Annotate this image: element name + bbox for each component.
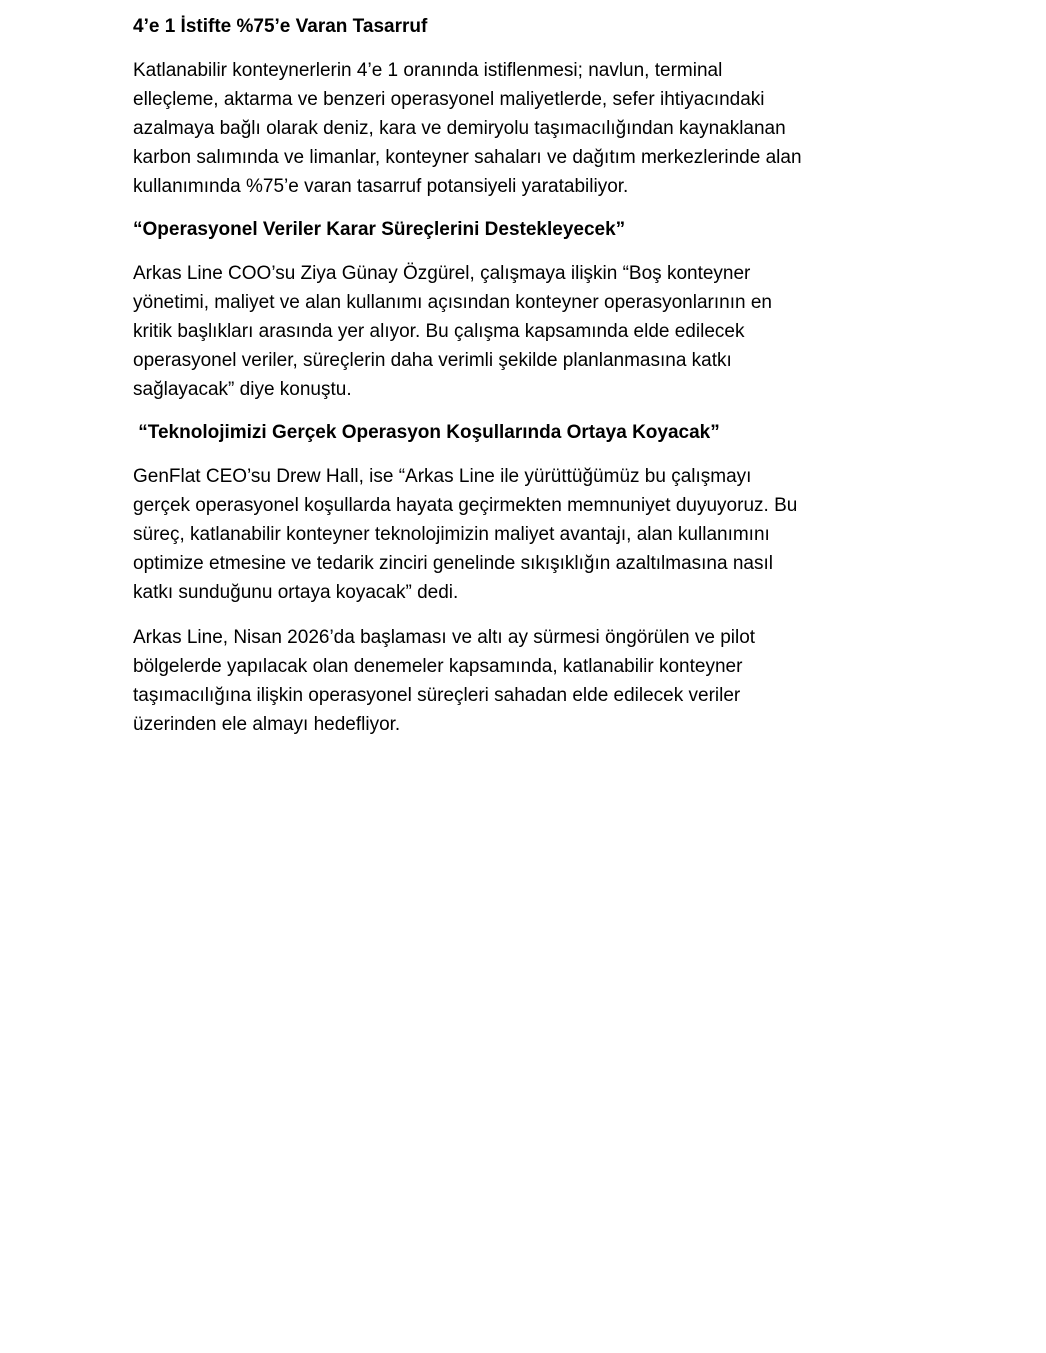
section-heading-savings: 4’e 1 İstifte %75’e Varan Tasarruf [133,16,428,37]
paragraph-savings: Katlanabilir konteynerlerin 4’e 1 oranında istiflenmesi; navlun, terminal elleçleme, aktarma ve benzeri operasyonel maliyetlerde, sefer ihtiyacındaki azalmaya bağlı olarak deniz, kara ve demiryolu taşımacılığından kaynaklanan karbon salımında ve limanlar, konteyner sahaları ve dağıtım merkezlerinde alan kullanımında %75’e varan tasarruf potansiyeli yaratabiliyor. [133,60,802,197]
paragraph-coo-quote: Arkas Line COO’su Ziya Günay Özgürel, çalışmaya ilişkin “Boş konteyner yönetimi, maliyet ve alan kullanımı açısından konteyner operasyonlarının en kritik başlıkları arasında yer alıyor. Bu çalışma kapsamında elde edilecek operasyonel veriler, süreçlerin daha verimli şekilde planlanmasına katkı sağlayacak” diye konuştu. [133,263,772,400]
paragraph-closing: Arkas Line, Nisan 2026’da başlaması ve altı ay sürmesi öngörülen ve pilot bölgelerde yapılacak olan denemeler kapsamında, katlanabilir konteyner taşımacılığına ilişkin operasyonel süreçleri sahadan elde edilecek veriler üzerinden ele almayı hedefliyor. [133,627,756,735]
document-page [133,14,813,739]
section-heading-technology: “Teknolojimizi Gerçek Operasyon Koşullarında Ortaya Koyacak” [133,422,720,443]
paragraph-ceo-quote: GenFlat CEO’su Drew Hall, ise “Arkas Line ile yürüttüğümüz bu çalışmayı gerçek operasyonel koşullarda hayata geçirmekten memnuniyet duyuyoruz. Bu süreç, katlanabilir konteyner teknolojimizin maliyet avantajı, alan kullanımını optimize etmesine ve tedarik zinciri genelinde sıkışıklığın azaltılmasına nasıl katkı sunduğunu ortaya koyacak” dedi. [133,466,798,603]
section-heading-operational-data: “Operasyonel Veriler Karar Süreçlerini Destekleyecek” [133,219,626,240]
